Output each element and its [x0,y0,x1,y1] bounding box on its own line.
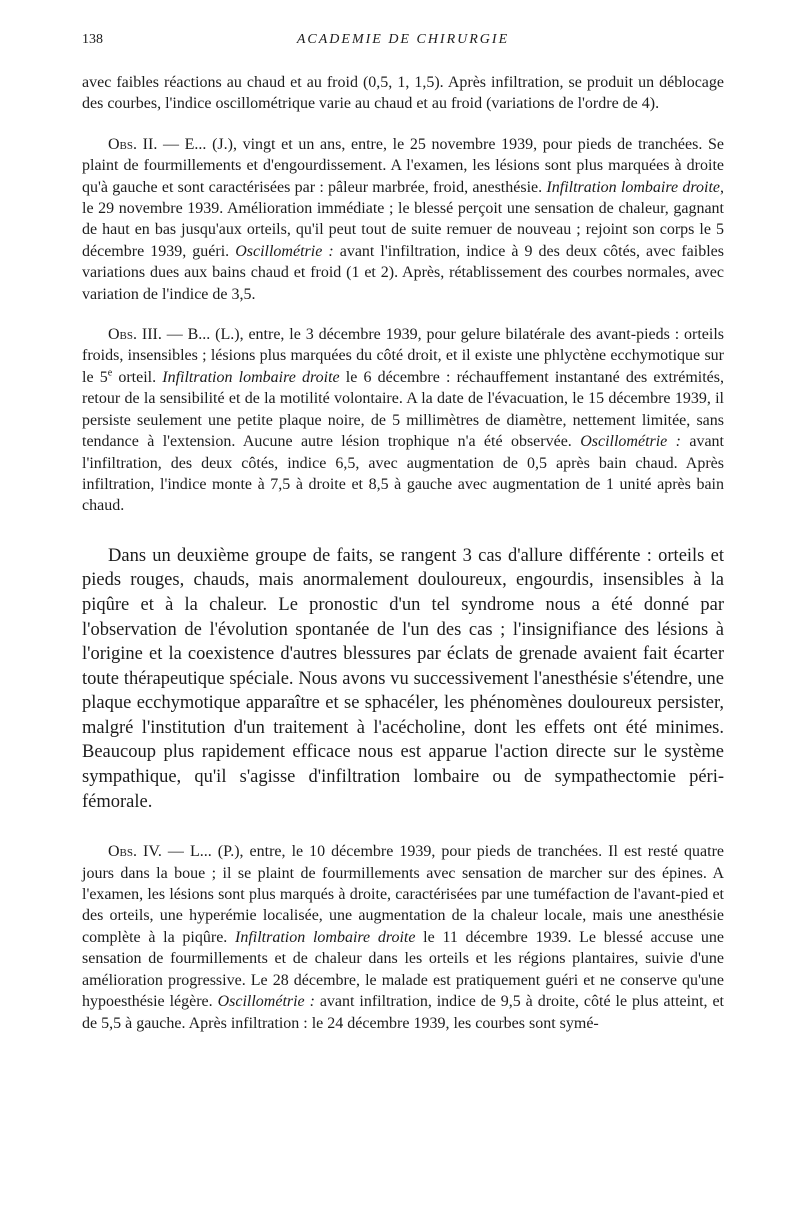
page-header [82,28,724,56]
observation-4 [82,841,724,1034]
observation-text: — B... (L.), entre, le 3 décembre 1939, pour gelure bilatérale des avant-pieds : orteils froids, insensibles ; lésions plus marquées du côté droit, et il existe une phlyctène ecchymotique sur le 5 [82,326,725,386]
body-text [82,72,724,1034]
observation-text: — L... (P.), entre, le 10 décembre 1939, pour pieds de tranchées. Il est resté quatre jours dans la boue ; il se plaint de fourmillements avec sensation de marcher sur des épines. A l'examen, les lésions sont plus marqués à droite, caractérisées par une tuméfaction de l'avant-pied et des orteils, une hyperémie localisée, une augmentation de la chaleur locale, mais une anesthésie complète à la piqûre. [82,843,724,946]
observation-text: le 11 décembre 1939. Le blessé accuse une sensation de fourmillements et de chaleur dans les orteils et les régions plantaires, suivie d'une amélioration progressive. Le 28 décembre, le malade est pratiquement guéri et ne conserve qu'une hypoesthésie légère. [82,928,724,1011]
observation-label: Obs. III. [108,326,162,344]
observation-label: Obs. IV. [108,843,162,861]
observation-italic: Oscillométrie : [235,242,334,260]
observation-text: — E... (J.), vingt et un ans, entre, le 25 novembre 1939, pour pieds de tranchées. Se plaint de fourmillements et d'engourdissement. A l'examen, les lésions sont plus marquées à droite qu'à gauche et sont caractérisées par : pâleur marbrée, froid, anesthésie. [82,135,725,196]
observation-text: avant l'infiltration, des deux côtés, indice 6,5, avec augmentation de 0,5 après bain chaud. Après infiltration, l'indice monte à 7,5 à droite et 8,5 à gauche avec augmentation de 1 unité après bain chaud. [82,433,725,515]
observation-text: avant l'infiltration, indice à 9 des deux côtés, avec faibles variations dues aux bains chaud et froid (1 et 2). Après, rétablissement des courbes normales, avec variation de l'indice de 3,5. [82,242,724,303]
observation-label: Obs. II. [108,135,158,153]
observation-italic: Oscillométrie : [580,433,681,451]
running-title: ACADEMIE DE CHIRURGIE [296,32,510,47]
page-number: 138 [82,32,103,47]
observation-text: avant infiltration, indice de 9,5 à droite, côté le plus atteint, et de 5,5 à gauche. Après infiltration : le 24 décembre 1939, les courbes sont symé- [82,993,725,1032]
superscript: e [107,367,113,379]
observation-italic: Infiltration lombaire droite [162,368,340,386]
observation-text: , le 29 novembre 1939. Amélioration immédiate ; le blessé perçoit une sensation de chaleur, gagnant de haut en bas jusqu'aux orteils, qu'il peut tout de suite remuer de nouveau ; rejoint son corps le 5 décembre 1939, guéri. [82,178,725,260]
paragraph-continuation: avec faibles réactions au chaud et au froid (0,5, 1, 1,5). Après infiltration, se produit un déblocage des courbes, l'indice oscillométrique varie au chaud et au froid (variations de l'ordre de 4). [82,74,724,113]
observation-text: orteil. [112,368,163,386]
page [82,28,724,1034]
observation-italic: Oscillométrie : [217,993,315,1011]
observation-italic: Infiltration lombaire droite [546,178,721,196]
observation-italic: Infiltration lombaire droite [235,928,416,946]
main-paragraph: Dans un deuxième groupe de faits, se rangent 3 cas d'allure différente : orteils et pieds rouges, chauds, mais anormalement douloureux, engourdis, insensibles à la piqûre et à la chaleur. Le pronostic d'un tel syndrome nous a été donné par l'observation de l'évolution spontanée de l'un des cas ; l'insignifiance des lésions à l'origine et la coexistence d'autres blessures par éclats de grenade avaient fait écarter toute thérapeutique spéciale. Nous avons vu successivement l'anesthésie s'étendre, une plaque ecchymotique apparaître et se sphacéler, les phénomènes douloureux persister, malgré l'institution d'un traitement à l'acécholine, dont les effets ont été minimes. Beaucoup plus rapidement efficace nous est apparue l'action directe sur le système sympathique, qu'il s'agisse d'infiltration lombaire ou de sympathectomie péri-fémorale. [82,545,724,812]
observation-text: le 6 décembre : réchauffement instantané des extrémités, retour de la sensibilité et de la motilité volontaire. A la date de l'évacuation, le 15 décembre 1939, il persiste seulement une petite plaque noire, de 5 millimètres de diamètre, nettement limitée, sans tendance à l'extension. Aucune autre lésion trophique n'a été observée. [82,368,725,451]
observation-2 [82,134,724,305]
observation-3 [82,324,724,517]
